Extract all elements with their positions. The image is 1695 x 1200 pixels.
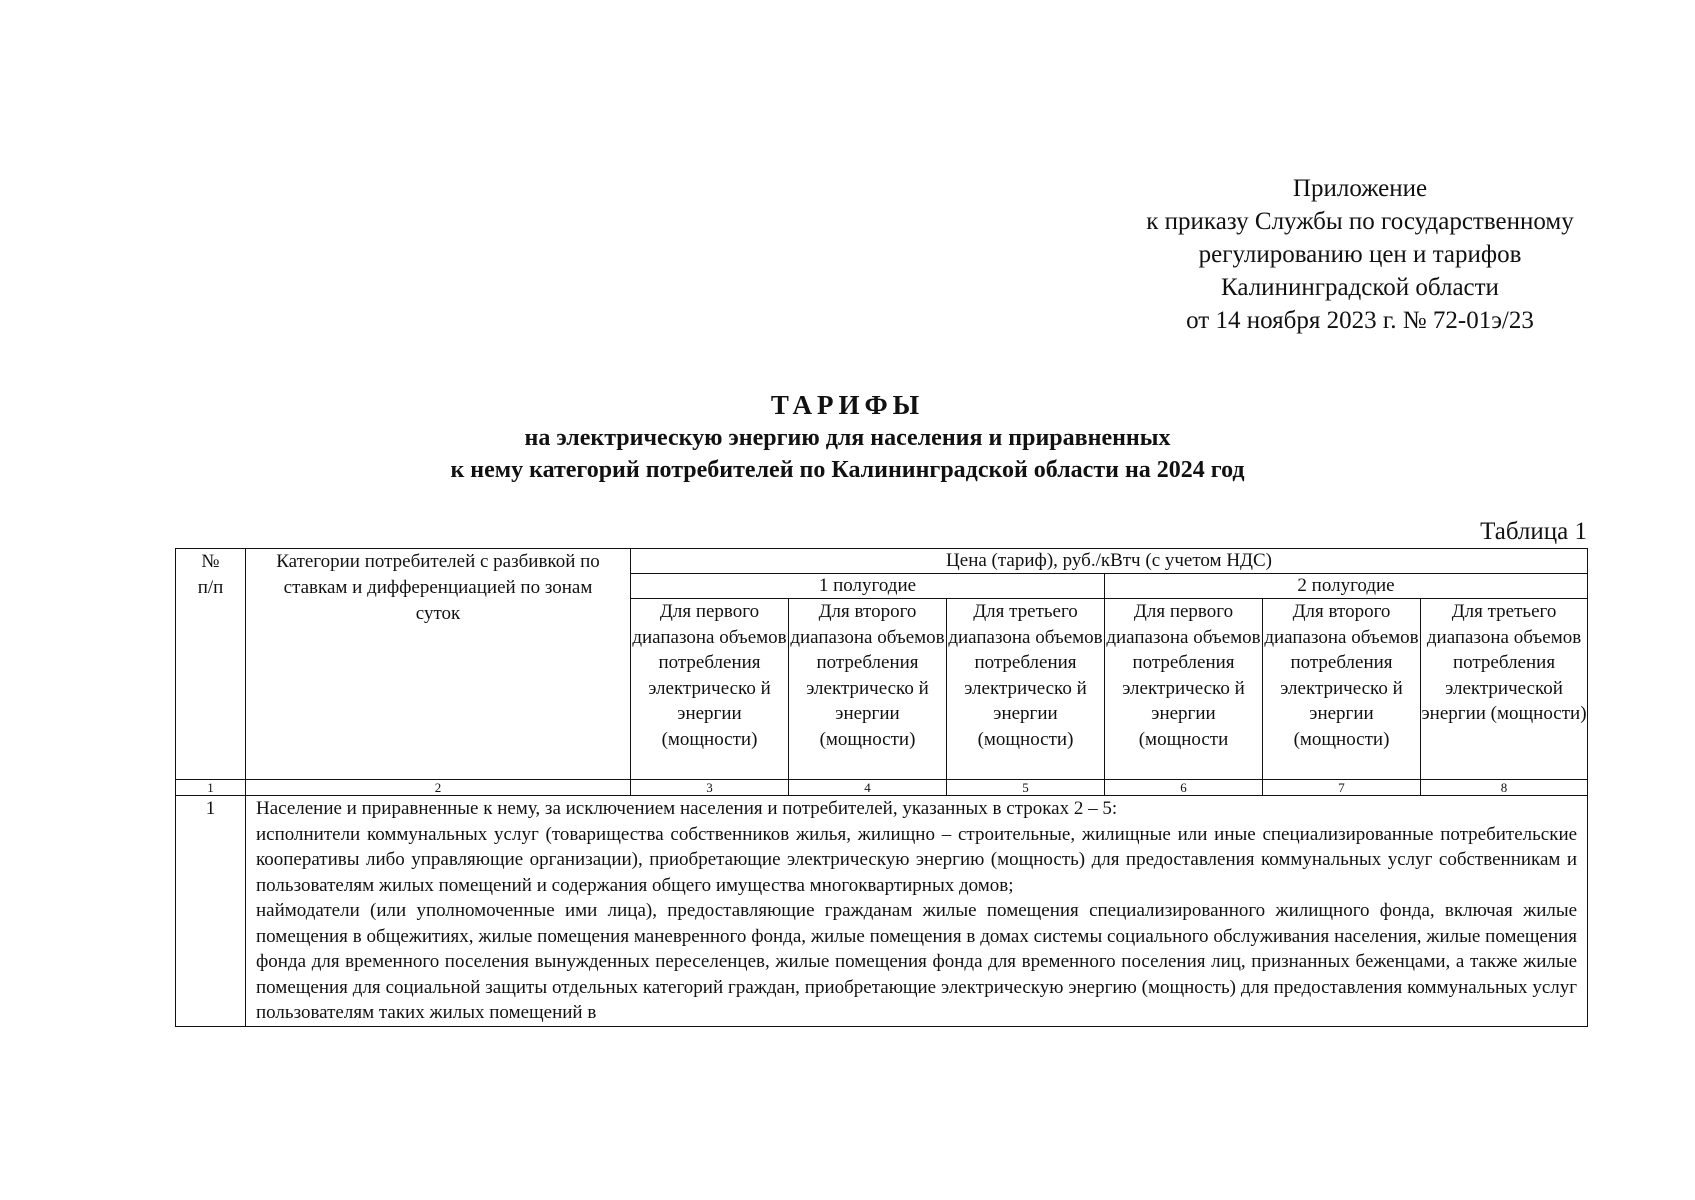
row-paragraph: наймодатели (или уполномоченные ими лица), предоставляющие гражданам жилые помещения специализированного жилищного фонда, включая жилые помещения в общежитиях, жилые помещения маневренного фонда, жилые помещения в домах системы социального обслуживания населения, жилые помещения фонда для временного поселения вынужденных переселенцев, жилые помещения фонда для временного поселения лиц, признанных беженцами, а также жилые помещения для социальной защиты отдельных категорий граждан, приобретающие электрическую энергию (мощность) для предоставления коммунальных услуг пользователям таких жилых помещений в [256, 900, 1578, 1023]
title-main: ТАРИФЫ [770, 390, 925, 420]
header-category [246, 549, 631, 780]
header-column: Для второго диапазона объемов потребления электрическо й энергии (мощности) [789, 599, 947, 780]
appendix-line: регулированию цен и тарифов [1198, 241, 1522, 268]
table-row [176, 796, 1588, 1027]
title-line: к нему категорий потребителей по Калининградской области на 2024 год [450, 457, 1245, 483]
header-column: Для третьего диапазона объемов потребления электрической энергии (мощности) [1421, 599, 1588, 780]
header-column: Для второго диапазона объемов потребления электрическо й энергии (мощности) [1263, 599, 1421, 780]
header-half-1: 1 полугодие [631, 574, 1105, 599]
column-index: 6 [1105, 780, 1263, 796]
header-num-line: № [201, 551, 220, 572]
header-price: Цена (тариф), руб./кВтч (с учетом НДС) [631, 549, 1588, 574]
appendix-line: Калининградской области [1221, 274, 1499, 301]
row-paragraph: исполнители коммунальных услуг (товарищества собственников жилья, жилищно – строительные, жилищные или иные специализированные потребительские кооперативы либо управляющие организации), приобретающие электрическую энергию (мощность) для предоставления коммунальных услуг собственникам и пользователям жилых помещений и содержания общего имущества многоквартирных домов; [256, 823, 1578, 896]
column-index-row [176, 780, 1588, 796]
row-number: 1 [176, 796, 246, 1027]
header-half-2: 2 полугодие [1105, 574, 1588, 599]
header-column: Для первого диапазона объемов потребления электрическо й энергии (мощности) [631, 599, 789, 780]
column-index: 1 [176, 780, 246, 796]
header-column: Для третьего диапазона объемов потребления электрическо й энергии (мощности) [947, 599, 1105, 780]
column-index: 3 [631, 780, 789, 796]
header-column: Для первого диапазона объемов потребления электрическо й энергии (мощности [1105, 599, 1263, 780]
column-index: 5 [947, 780, 1105, 796]
header-num-line: п/п [197, 577, 224, 598]
column-index: 4 [789, 780, 947, 796]
title-line: на электрическую энергию для населения и приравненных [524, 425, 1171, 451]
row-paragraph: Население и приравненные к нему, за исключением населения и потребителей, указанных в строках 2 – 5: [256, 798, 1118, 819]
appendix-line: Приложение [1292, 175, 1428, 202]
appendix-line: к приказу Службы по государственному [1146, 208, 1574, 235]
appendix-header [1080, 172, 1640, 337]
table-caption: Таблица 1 [1480, 518, 1587, 545]
header-category-text: Категории потребителей с разбивкой по ставкам и дифференциацией по зонам суток [276, 551, 600, 624]
document-title [0, 388, 1695, 486]
column-index: 2 [246, 780, 631, 796]
header-row [176, 549, 1588, 574]
column-index: 7 [1263, 780, 1421, 796]
header-num [176, 549, 246, 780]
appendix-line: от 14 ноября 2023 г. № 72-01э/23 [1186, 307, 1534, 334]
column-index: 8 [1421, 780, 1588, 796]
tariffs-table [175, 548, 1588, 1027]
row-category [246, 796, 1588, 1027]
